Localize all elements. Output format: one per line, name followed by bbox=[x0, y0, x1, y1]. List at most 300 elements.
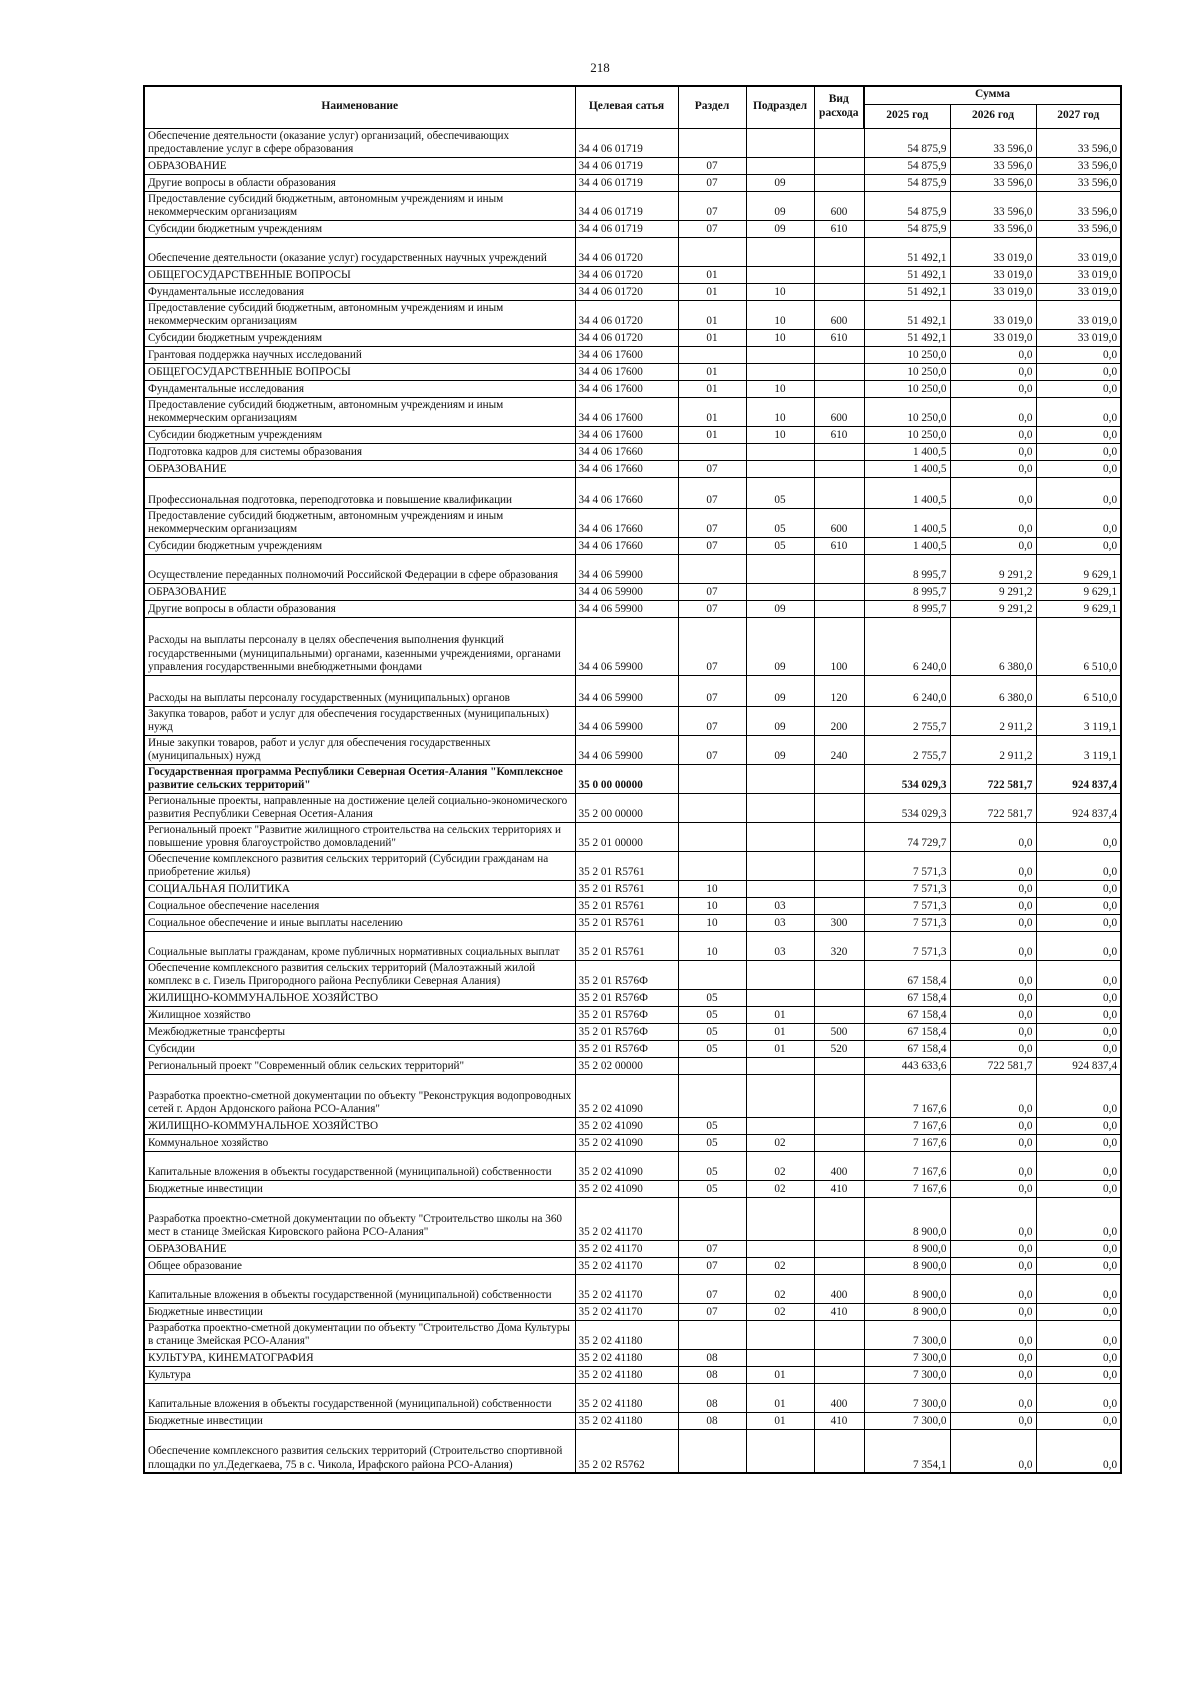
table-row bbox=[144, 266, 1121, 283]
table-row bbox=[144, 880, 1121, 897]
row-target-code: 35 2 02 41180 bbox=[575, 1349, 678, 1366]
row-sum-2026: 0,0 bbox=[950, 1023, 1036, 1040]
table-row bbox=[144, 1274, 1121, 1303]
row-target-code: 34 4 06 17660 bbox=[575, 477, 678, 508]
row-sum-2026: 0,0 bbox=[950, 1383, 1036, 1412]
row-sum-2025: 2 755,7 bbox=[864, 735, 950, 764]
row-section: 07 bbox=[678, 157, 746, 174]
table-row bbox=[144, 764, 1121, 793]
row-sum-2026: 0,0 bbox=[950, 1240, 1036, 1257]
row-sum-2025: 7 571,3 bbox=[864, 931, 950, 960]
row-subsection bbox=[746, 1349, 814, 1366]
row-target-code: 34 4 06 59900 bbox=[575, 706, 678, 735]
row-name: Бюджетные инвестиции bbox=[144, 1412, 575, 1429]
row-target-code: 34 4 06 17600 bbox=[575, 426, 678, 443]
row-name: Разработка проектно-сметной документации по объекту "Реконструкция водопроводных сетей г. Ардон Ардонского района РСО-Алания" bbox=[144, 1074, 575, 1117]
row-target-code: 34 4 06 01719 bbox=[575, 174, 678, 191]
row-sum-2025: 67 158,4 bbox=[864, 989, 950, 1006]
row-name: Предоставление субсидий бюджетным, автономным учреждениям и иным некоммерческим организациям bbox=[144, 397, 575, 426]
row-sum-2026: 6 380,0 bbox=[950, 675, 1036, 706]
row-sum-2027: 0,0 bbox=[1036, 1412, 1121, 1429]
row-name: Субсидии бюджетным учреждениям bbox=[144, 426, 575, 443]
row-sum-2025: 7 300,0 bbox=[864, 1366, 950, 1383]
row-name: Региональный проект "Развитие жилищного строительства на сельских территориях и повышение уровня благоустройство домовладений" bbox=[144, 822, 575, 851]
row-section: 01 bbox=[678, 397, 746, 426]
row-section: 05 bbox=[678, 1180, 746, 1197]
row-section bbox=[678, 554, 746, 583]
row-name: Фундаментальные исследования bbox=[144, 380, 575, 397]
table-row bbox=[144, 477, 1121, 508]
table-row bbox=[144, 220, 1121, 237]
row-sum-2025: 8 900,0 bbox=[864, 1197, 950, 1240]
row-expense-type bbox=[814, 989, 864, 1006]
row-target-code: 34 4 06 01719 bbox=[575, 220, 678, 237]
row-section bbox=[678, 1320, 746, 1349]
row-section: 07 bbox=[678, 1303, 746, 1320]
row-expense-type: 600 bbox=[814, 300, 864, 329]
row-subsection: 02 bbox=[746, 1257, 814, 1274]
row-subsection: 05 bbox=[746, 477, 814, 508]
table-row bbox=[144, 1040, 1121, 1057]
row-subsection bbox=[746, 583, 814, 600]
row-sum-2027: 0,0 bbox=[1036, 380, 1121, 397]
row-sum-2026: 0,0 bbox=[950, 1349, 1036, 1366]
row-sum-2027: 9 629,1 bbox=[1036, 554, 1121, 583]
row-section bbox=[678, 237, 746, 266]
row-sum-2027: 0,0 bbox=[1036, 1074, 1121, 1117]
row-expense-type: 500 bbox=[814, 1023, 864, 1040]
row-sum-2025: 7 571,3 bbox=[864, 851, 950, 880]
row-sum-2026: 0,0 bbox=[950, 363, 1036, 380]
row-sum-2026: 0,0 bbox=[950, 1412, 1036, 1429]
row-sum-2025: 7 300,0 bbox=[864, 1349, 950, 1366]
row-section: 08 bbox=[678, 1412, 746, 1429]
row-section: 07 bbox=[678, 583, 746, 600]
row-target-code: 35 2 02 41170 bbox=[575, 1257, 678, 1274]
row-sum-2027: 0,0 bbox=[1036, 1197, 1121, 1240]
row-target-code: 35 2 02 41180 bbox=[575, 1412, 678, 1429]
row-target-code: 34 4 06 59900 bbox=[575, 583, 678, 600]
row-name: Обеспечение комплексного развития сельских территорий (Субсидии гражданам на приобретение жилья) bbox=[144, 851, 575, 880]
row-sum-2026: 0,0 bbox=[950, 989, 1036, 1006]
row-section: 07 bbox=[678, 477, 746, 508]
row-sum-2026: 0,0 bbox=[950, 960, 1036, 989]
row-sum-2027: 33 596,0 bbox=[1036, 128, 1121, 157]
row-subsection: 09 bbox=[746, 220, 814, 237]
row-target-code: 35 2 02 41170 bbox=[575, 1303, 678, 1320]
row-subsection bbox=[746, 128, 814, 157]
row-section bbox=[678, 1429, 746, 1473]
row-subsection bbox=[746, 822, 814, 851]
row-name: Межбюджетные трансферты bbox=[144, 1023, 575, 1040]
row-sum-2025: 8 995,7 bbox=[864, 583, 950, 600]
row-sum-2026: 33 019,0 bbox=[950, 266, 1036, 283]
row-subsection: 03 bbox=[746, 931, 814, 960]
row-sum-2025: 1 400,5 bbox=[864, 443, 950, 460]
row-sum-2025: 7 300,0 bbox=[864, 1412, 950, 1429]
table-row bbox=[144, 793, 1121, 822]
row-sum-2027: 33 019,0 bbox=[1036, 329, 1121, 346]
row-section bbox=[678, 793, 746, 822]
row-name: Расходы на выплаты персоналу в целях обеспечения выполнения функций государственными (муниципальными) органами, казенными учреждениями, органами управления государственными внебюджетными фондами bbox=[144, 617, 575, 675]
row-expense-type bbox=[814, 174, 864, 191]
row-expense-type: 100 bbox=[814, 617, 864, 675]
row-subsection: 09 bbox=[746, 706, 814, 735]
row-target-code: 35 2 01 R576Ф bbox=[575, 1006, 678, 1023]
row-sum-2027: 0,0 bbox=[1036, 880, 1121, 897]
table-row bbox=[144, 989, 1121, 1006]
table-row bbox=[144, 851, 1121, 880]
table-row bbox=[144, 380, 1121, 397]
row-name: Профессиональная подготовка, переподготовка и повышение квалификации bbox=[144, 477, 575, 508]
row-sum-2026: 0,0 bbox=[950, 460, 1036, 477]
row-sum-2026: 0,0 bbox=[950, 914, 1036, 931]
row-expense-type bbox=[814, 960, 864, 989]
row-sum-2025: 54 875,9 bbox=[864, 128, 950, 157]
row-name: Жилищное хозяйство bbox=[144, 1006, 575, 1023]
table-row bbox=[144, 1320, 1121, 1349]
row-sum-2026: 9 291,2 bbox=[950, 583, 1036, 600]
row-subsection bbox=[746, 960, 814, 989]
header-subsection: Подраздел bbox=[746, 86, 814, 128]
row-expense-type bbox=[814, 1257, 864, 1274]
row-sum-2025: 10 250,0 bbox=[864, 346, 950, 363]
row-section bbox=[678, 1074, 746, 1117]
table-row bbox=[144, 1197, 1121, 1240]
row-expense-type: 410 bbox=[814, 1180, 864, 1197]
row-expense-type: 400 bbox=[814, 1151, 864, 1180]
row-subsection bbox=[746, 266, 814, 283]
table-row bbox=[144, 397, 1121, 426]
row-sum-2026: 722 581,7 bbox=[950, 764, 1036, 793]
row-subsection bbox=[746, 554, 814, 583]
row-sum-2027: 3 119,1 bbox=[1036, 706, 1121, 735]
table-row bbox=[144, 897, 1121, 914]
row-section: 08 bbox=[678, 1383, 746, 1412]
row-target-code: 35 2 02 41180 bbox=[575, 1366, 678, 1383]
row-sum-2025: 67 158,4 bbox=[864, 1006, 950, 1023]
row-section: 05 bbox=[678, 1134, 746, 1151]
row-target-code: 34 4 06 17600 bbox=[575, 363, 678, 380]
row-target-code: 35 2 02 41170 bbox=[575, 1240, 678, 1257]
row-sum-2027: 0,0 bbox=[1036, 426, 1121, 443]
row-sum-2026: 0,0 bbox=[950, 426, 1036, 443]
row-sum-2025: 7 571,3 bbox=[864, 914, 950, 931]
row-sum-2026: 0,0 bbox=[950, 1257, 1036, 1274]
row-subsection: 03 bbox=[746, 914, 814, 931]
row-sum-2025: 7 167,6 bbox=[864, 1134, 950, 1151]
row-expense-type bbox=[814, 897, 864, 914]
row-expense-type: 240 bbox=[814, 735, 864, 764]
row-name: Обеспечение комплексного развития сельских территорий (Строительство спортивной площадки по ул.Дедегкаева, 75 в с. Чикола, Ирафского района РСО-Алания) bbox=[144, 1429, 575, 1473]
row-sum-2025: 67 158,4 bbox=[864, 1040, 950, 1057]
row-section: 07 bbox=[678, 537, 746, 554]
budget-table bbox=[143, 85, 1122, 1474]
row-section: 07 bbox=[678, 600, 746, 617]
table-row bbox=[144, 583, 1121, 600]
row-sum-2027: 0,0 bbox=[1036, 851, 1121, 880]
row-expense-type: 400 bbox=[814, 1274, 864, 1303]
row-section: 01 bbox=[678, 363, 746, 380]
row-expense-type: 400 bbox=[814, 1383, 864, 1412]
header-year-2026: 2026 год bbox=[950, 104, 1036, 128]
row-expense-type: 610 bbox=[814, 426, 864, 443]
table-row bbox=[144, 174, 1121, 191]
row-sum-2026: 2 911,2 bbox=[950, 706, 1036, 735]
row-sum-2027: 0,0 bbox=[1036, 897, 1121, 914]
row-target-code: 35 2 01 R5761 bbox=[575, 914, 678, 931]
row-sum-2026: 0,0 bbox=[950, 1366, 1036, 1383]
row-expense-type: 410 bbox=[814, 1412, 864, 1429]
table-row bbox=[144, 1117, 1121, 1134]
row-sum-2025: 54 875,9 bbox=[864, 174, 950, 191]
row-sum-2027: 6 510,0 bbox=[1036, 617, 1121, 675]
row-section: 07 bbox=[678, 174, 746, 191]
row-subsection: 01 bbox=[746, 1040, 814, 1057]
header-name: Наименование bbox=[144, 86, 575, 128]
table-row bbox=[144, 706, 1121, 735]
row-target-code: 35 2 01 R576Ф bbox=[575, 1040, 678, 1057]
row-sum-2026: 0,0 bbox=[950, 1303, 1036, 1320]
row-sum-2025: 1 400,5 bbox=[864, 508, 950, 537]
row-target-code: 35 0 00 00000 bbox=[575, 764, 678, 793]
row-section: 10 bbox=[678, 931, 746, 960]
row-section bbox=[678, 1057, 746, 1074]
row-sum-2026: 33 596,0 bbox=[950, 128, 1036, 157]
row-sum-2026: 0,0 bbox=[950, 1040, 1036, 1057]
row-name: Бюджетные инвестиции bbox=[144, 1180, 575, 1197]
row-expense-type bbox=[814, 1429, 864, 1473]
table-row bbox=[144, 1057, 1121, 1074]
row-target-code: 35 2 02 R5762 bbox=[575, 1429, 678, 1473]
row-section: 05 bbox=[678, 989, 746, 1006]
row-expense-type bbox=[814, 822, 864, 851]
row-sum-2025: 10 250,0 bbox=[864, 426, 950, 443]
row-sum-2027: 0,0 bbox=[1036, 1274, 1121, 1303]
row-name: Осуществление переданных полномочий Российской Федерации в сфере образования bbox=[144, 554, 575, 583]
table-row bbox=[144, 960, 1121, 989]
table-row bbox=[144, 1383, 1121, 1412]
row-expense-type bbox=[814, 583, 864, 600]
row-sum-2027: 9 629,1 bbox=[1036, 583, 1121, 600]
row-sum-2027: 0,0 bbox=[1036, 1257, 1121, 1274]
row-expense-type bbox=[814, 1349, 864, 1366]
row-section: 01 bbox=[678, 266, 746, 283]
table-row bbox=[144, 346, 1121, 363]
row-expense-type bbox=[814, 460, 864, 477]
row-sum-2025: 1 400,5 bbox=[864, 477, 950, 508]
row-subsection bbox=[746, 1429, 814, 1473]
row-expense-type bbox=[814, 266, 864, 283]
table-row bbox=[144, 426, 1121, 443]
row-sum-2026: 0,0 bbox=[950, 1006, 1036, 1023]
row-sum-2026: 33 596,0 bbox=[950, 174, 1036, 191]
row-expense-type bbox=[814, 237, 864, 266]
row-subsection bbox=[746, 460, 814, 477]
row-name: Субсидии bbox=[144, 1040, 575, 1057]
row-sum-2025: 51 492,1 bbox=[864, 329, 950, 346]
row-sum-2027: 924 837,4 bbox=[1036, 793, 1121, 822]
table-row bbox=[144, 1349, 1121, 1366]
row-sum-2027: 33 596,0 bbox=[1036, 157, 1121, 174]
row-name: ОБЩЕГОСУДАРСТВЕННЫЕ ВОПРОСЫ bbox=[144, 266, 575, 283]
row-sum-2026: 0,0 bbox=[950, 443, 1036, 460]
row-target-code: 34 4 06 01720 bbox=[575, 266, 678, 283]
table-row bbox=[144, 443, 1121, 460]
table-row bbox=[144, 460, 1121, 477]
row-sum-2025: 7 167,6 bbox=[864, 1117, 950, 1134]
header-year-2025: 2025 год bbox=[864, 104, 950, 128]
row-name: Субсидии бюджетным учреждениям bbox=[144, 537, 575, 554]
row-subsection bbox=[746, 1074, 814, 1117]
row-sum-2025: 54 875,9 bbox=[864, 191, 950, 220]
header-section: Раздел bbox=[678, 86, 746, 128]
row-section: 07 bbox=[678, 1240, 746, 1257]
row-name: Предоставление субсидий бюджетным, автономным учреждениям и иным некоммерческим организациям bbox=[144, 191, 575, 220]
row-target-code: 34 4 06 17660 bbox=[575, 537, 678, 554]
row-sum-2027: 33 019,0 bbox=[1036, 283, 1121, 300]
row-sum-2025: 7 167,6 bbox=[864, 1180, 950, 1197]
row-sum-2026: 0,0 bbox=[950, 1134, 1036, 1151]
row-sum-2027: 0,0 bbox=[1036, 443, 1121, 460]
row-sum-2026: 0,0 bbox=[950, 537, 1036, 554]
row-target-code: 34 4 06 01719 bbox=[575, 157, 678, 174]
row-expense-type bbox=[814, 600, 864, 617]
row-target-code: 34 4 06 59900 bbox=[575, 735, 678, 764]
row-sum-2025: 534 029,3 bbox=[864, 793, 950, 822]
row-name: Другие вопросы в области образования bbox=[144, 174, 575, 191]
table-row bbox=[144, 1134, 1121, 1151]
row-sum-2025: 7 354,1 bbox=[864, 1429, 950, 1473]
table-row bbox=[144, 283, 1121, 300]
table-header bbox=[144, 86, 1121, 128]
row-sum-2027: 924 837,4 bbox=[1036, 1057, 1121, 1074]
row-section: 08 bbox=[678, 1366, 746, 1383]
row-subsection: 10 bbox=[746, 426, 814, 443]
row-sum-2026: 33 596,0 bbox=[950, 220, 1036, 237]
row-sum-2026: 0,0 bbox=[950, 1180, 1036, 1197]
row-sum-2027: 6 510,0 bbox=[1036, 675, 1121, 706]
row-target-code: 35 2 02 41170 bbox=[575, 1274, 678, 1303]
row-subsection bbox=[746, 346, 814, 363]
row-target-code: 35 2 01 R5761 bbox=[575, 931, 678, 960]
row-expense-type bbox=[814, 346, 864, 363]
row-sum-2027: 33 596,0 bbox=[1036, 191, 1121, 220]
row-sum-2027: 0,0 bbox=[1036, 363, 1121, 380]
row-target-code: 34 4 06 17600 bbox=[575, 397, 678, 426]
row-subsection: 09 bbox=[746, 174, 814, 191]
row-sum-2025: 2 755,7 bbox=[864, 706, 950, 735]
row-target-code: 35 2 01 R576Ф bbox=[575, 1023, 678, 1040]
row-sum-2025: 7 300,0 bbox=[864, 1320, 950, 1349]
row-name: Фундаментальные исследования bbox=[144, 283, 575, 300]
row-sum-2026: 33 596,0 bbox=[950, 157, 1036, 174]
row-section: 07 bbox=[678, 220, 746, 237]
header-expense-type: Вид расхода bbox=[814, 86, 864, 128]
row-section bbox=[678, 851, 746, 880]
row-name: Коммунальное хозяйство bbox=[144, 1134, 575, 1151]
row-target-code: 35 2 02 41090 bbox=[575, 1134, 678, 1151]
row-target-code: 35 2 01 00000 bbox=[575, 822, 678, 851]
row-sum-2025: 51 492,1 bbox=[864, 283, 950, 300]
row-name: Социальное обеспечение и иные выплаты населению bbox=[144, 914, 575, 931]
row-sum-2026: 33 019,0 bbox=[950, 300, 1036, 329]
table-row bbox=[144, 237, 1121, 266]
table-row bbox=[144, 508, 1121, 537]
row-subsection bbox=[746, 1320, 814, 1349]
row-sum-2026: 0,0 bbox=[950, 1320, 1036, 1349]
row-sum-2025: 6 240,0 bbox=[864, 617, 950, 675]
row-sum-2026: 0,0 bbox=[950, 397, 1036, 426]
row-target-code: 34 4 06 17660 bbox=[575, 508, 678, 537]
row-section: 08 bbox=[678, 1349, 746, 1366]
row-subsection: 03 bbox=[746, 897, 814, 914]
row-name: Грантовая поддержка научных исследований bbox=[144, 346, 575, 363]
table-row bbox=[144, 1151, 1121, 1180]
row-subsection: 10 bbox=[746, 380, 814, 397]
row-sum-2025: 51 492,1 bbox=[864, 237, 950, 266]
row-name: Региональный проект "Современный облик сельских территорий" bbox=[144, 1057, 575, 1074]
row-expense-type bbox=[814, 157, 864, 174]
table-row bbox=[144, 157, 1121, 174]
row-name: Культура bbox=[144, 1366, 575, 1383]
row-name: ЖИЛИЩНО-КОММУНАЛЬНОЕ ХОЗЯЙСТВО bbox=[144, 989, 575, 1006]
row-sum-2027: 0,0 bbox=[1036, 477, 1121, 508]
row-sum-2027: 0,0 bbox=[1036, 1429, 1121, 1473]
row-sum-2027: 0,0 bbox=[1036, 460, 1121, 477]
row-expense-type bbox=[814, 477, 864, 508]
table-row bbox=[144, 1257, 1121, 1274]
row-subsection: 05 bbox=[746, 508, 814, 537]
row-subsection: 09 bbox=[746, 191, 814, 220]
row-target-code: 34 4 06 59900 bbox=[575, 600, 678, 617]
row-target-code: 34 4 06 01720 bbox=[575, 329, 678, 346]
row-sum-2026: 0,0 bbox=[950, 380, 1036, 397]
header-target: Целевая сатья bbox=[575, 86, 678, 128]
row-section: 07 bbox=[678, 460, 746, 477]
row-subsection bbox=[746, 1240, 814, 1257]
table-row bbox=[144, 300, 1121, 329]
row-expense-type: 610 bbox=[814, 220, 864, 237]
row-subsection: 09 bbox=[746, 735, 814, 764]
row-target-code: 35 2 02 41090 bbox=[575, 1074, 678, 1117]
row-name: Иные закупки товаров, работ и услуг для обеспечения государственных (муниципальных) нужд bbox=[144, 735, 575, 764]
row-target-code: 35 2 01 R5761 bbox=[575, 880, 678, 897]
table-row bbox=[144, 363, 1121, 380]
row-section: 01 bbox=[678, 426, 746, 443]
row-sum-2026: 0,0 bbox=[950, 851, 1036, 880]
row-section bbox=[678, 764, 746, 793]
row-subsection bbox=[746, 851, 814, 880]
table-row bbox=[144, 554, 1121, 583]
row-sum-2025: 74 729,7 bbox=[864, 822, 950, 851]
row-name: ОБЩЕГОСУДАРСТВЕННЫЕ ВОПРОСЫ bbox=[144, 363, 575, 380]
row-sum-2027: 0,0 bbox=[1036, 1303, 1121, 1320]
row-name: Разработка проектно-сметной документации по объекту "Строительство Дома Культуры в станице Змейская РСО-Алания" bbox=[144, 1320, 575, 1349]
row-name: Субсидии бюджетным учреждениям bbox=[144, 220, 575, 237]
row-sum-2027: 924 837,4 bbox=[1036, 764, 1121, 793]
header-year-2027: 2027 год bbox=[1036, 104, 1121, 128]
row-sum-2027: 33 019,0 bbox=[1036, 266, 1121, 283]
row-name: Разработка проектно-сметной документации по объекту "Строительство школы на 360 мест в станице Змейская Кировского района РСО-Алания" bbox=[144, 1197, 575, 1240]
row-sum-2025: 7 571,3 bbox=[864, 880, 950, 897]
row-sum-2026: 0,0 bbox=[950, 477, 1036, 508]
row-subsection: 09 bbox=[746, 675, 814, 706]
table-row bbox=[144, 617, 1121, 675]
row-sum-2027: 0,0 bbox=[1036, 1366, 1121, 1383]
row-target-code: 35 2 01 R5761 bbox=[575, 897, 678, 914]
table-row bbox=[144, 1366, 1121, 1383]
